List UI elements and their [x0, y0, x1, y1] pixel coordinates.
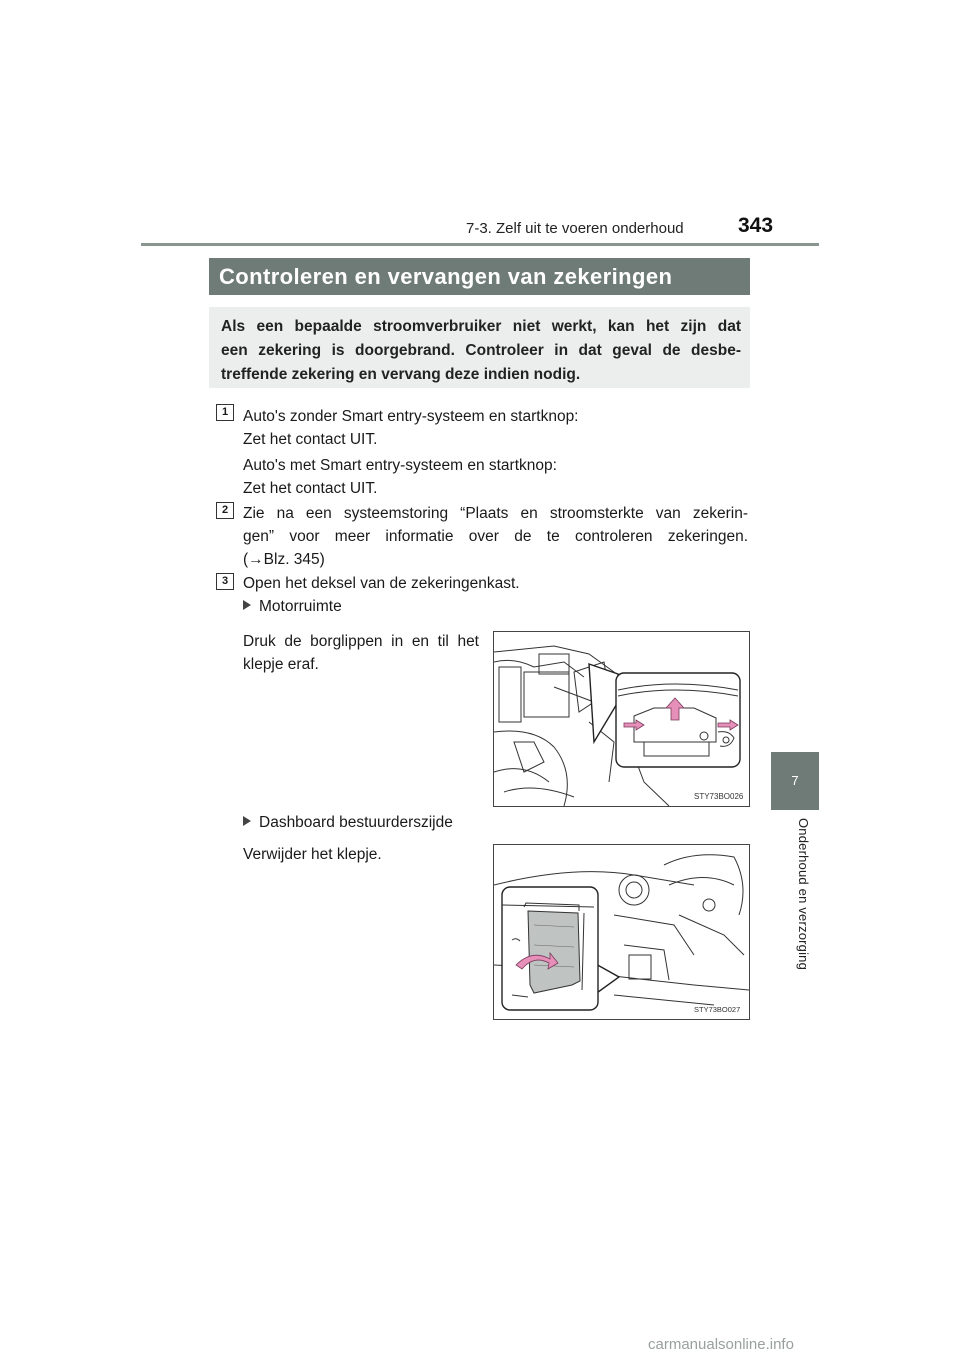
intro-line: treffende zekering en vervang deze indien nodig. — [221, 366, 581, 383]
location-heading-engine-bay — [243, 598, 342, 616]
running-header-section: 7-3. Zelf uit te voeren onderhoud — [466, 220, 684, 237]
step2-page-reference: (→Blz. 345) — [243, 551, 325, 568]
step1-para1-line1: Auto's zonder Smart entry-systeem en startknop: — [243, 408, 579, 425]
location-heading-dashboard — [243, 814, 453, 832]
location-heading-text: Dashboard bestuurderszijde — [259, 814, 453, 831]
intro-box — [209, 307, 750, 388]
step1-para1-line2: Zet het contact UIT. — [243, 431, 378, 448]
triangle-bullet-icon — [243, 600, 251, 610]
header-divider — [141, 243, 819, 246]
intro-line: Als een bepaalde stroomverbruiker niet werkt, kan het zijn dat — [221, 318, 741, 335]
engine-bay-drawing — [494, 632, 749, 806]
section-title: Controleren en vervangen van zekeringen — [209, 258, 750, 295]
figure-code-2: STY73BO027 — [694, 1005, 741, 1014]
chapter-tab: 7 — [771, 752, 819, 810]
chapter-title-vertical: Onderhoud en verzorging — [796, 818, 811, 971]
location2-line1: Verwijder het klepje. — [243, 846, 382, 863]
location-heading-text: Motorruimte — [259, 598, 342, 615]
intro-line: een zekering is doorgebrand. Controleer in dat geval de desbe- — [221, 342, 741, 359]
step-number-3: 3 — [216, 573, 234, 590]
engine-bay-fusebox-illustration — [493, 631, 750, 807]
location1-line2: klepje eraf. — [243, 656, 319, 673]
dashboard-drawing — [494, 845, 749, 1019]
step2-line2: gen” voor meer informatie over de te controleren zekeringen. — [243, 528, 748, 545]
step1-para2-line1: Auto's met Smart entry-systeem en startknop: — [243, 457, 557, 474]
step-number-2: 2 — [216, 502, 234, 519]
watermark: carmanualsonline.info — [648, 1336, 794, 1353]
triangle-bullet-icon — [243, 816, 251, 826]
step3-text: Open het deksel van de zekeringenkast. — [243, 575, 520, 592]
location1-line1: Druk de borglippen in en til het — [243, 633, 479, 650]
page-number: 343 — [738, 214, 774, 237]
step2-line1: Zie na een systeemstoring “Plaats en stroomsterkte van zekerin- — [243, 505, 748, 522]
step-number-1: 1 — [216, 404, 234, 421]
dashboard-fusebox-illustration — [493, 844, 750, 1020]
figure-code-1: STY73BO026 — [694, 792, 744, 801]
step1-para2-line2: Zet het contact UIT. — [243, 480, 378, 497]
